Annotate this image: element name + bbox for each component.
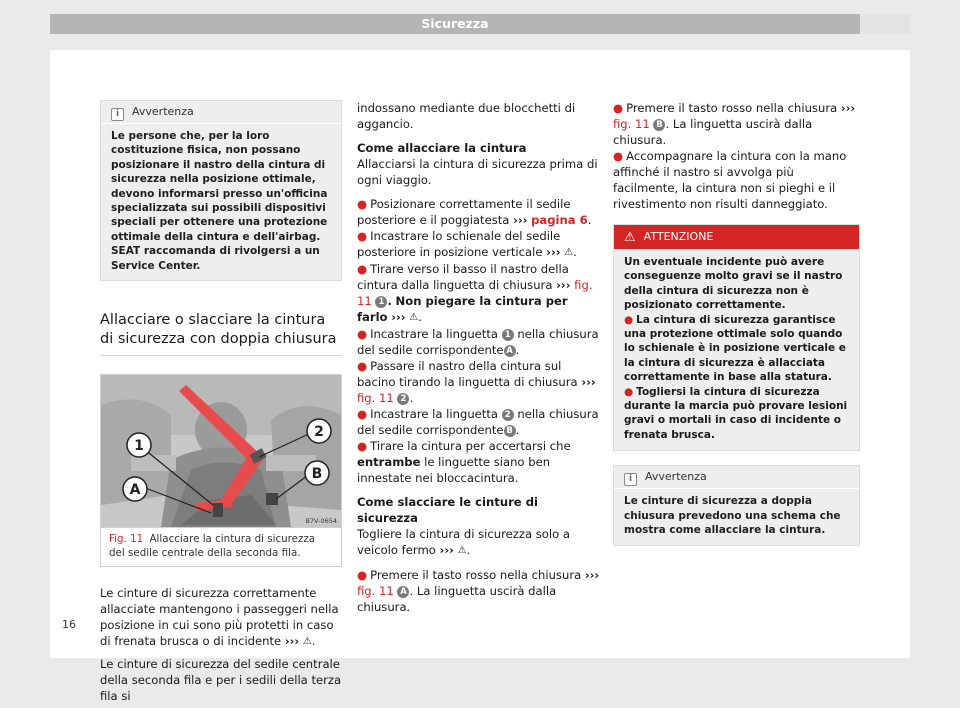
link-fig-11[interactable]: fig. 11: [357, 278, 593, 308]
figure-marker-a: A: [129, 482, 141, 499]
marker-2-icon: 2: [502, 409, 514, 421]
marker-1-icon: 1: [502, 329, 514, 341]
warning-header: ⚠ ATTENZIONE: [614, 225, 859, 249]
marker-a-icon: A: [504, 345, 516, 357]
link-fig-11[interactable]: fig. 11: [613, 117, 650, 131]
figure-caption-text: Allacciare la cintura di sicurezza del sedile centrale della seconda fila.: [109, 533, 316, 559]
figure-caption: [101, 527, 341, 566]
header-title: Sicurezza: [421, 16, 489, 31]
figure-marker-b: B: [311, 466, 323, 483]
info-icon: i: [111, 108, 124, 121]
header-accent: [860, 14, 910, 34]
warning-icon: ⚠: [457, 545, 467, 556]
paragraph: Le cinture di sicurezza correttamente allacciate mantengono i passeggeri nella posizione in cui sono più protetti in caso di frenata brusca o di incidente ››› ⚠.: [100, 586, 339, 649]
note-header: [101, 101, 341, 124]
column-left: [100, 100, 342, 704]
list-item: ● Togliersi la cintura di sicurezza durante la marcia può provare lesioni gravi o mortali in caso di incidente o frenata brusca.: [624, 385, 848, 441]
marker-b-icon: B: [653, 119, 665, 131]
note-title: Avvertenza: [645, 470, 707, 484]
warning-box: [613, 224, 860, 451]
warning-text: Un eventuale incidente può avere conseguenze molto gravi se il nastro della cintura di sicurezza non è posizionato correttamente. ● La cintura di sicurezza garantisce una protezione ottimale solo quando lo schienale è in posizione verticale e la cintura di sicurezza è allacciata correttamente in base alla statura. ● Togliersi la cintura di sicurezza durante la marcia può provare lesioni gravi o mortali in caso di incidente o frenata brusca.: [624, 256, 848, 441]
paragraph: Le cinture di sicurezza del sedile centrale della seconda fila e per i sedili della terza fila si: [100, 657, 342, 704]
warning-icon: ⚠: [564, 247, 574, 258]
link-fig-11[interactable]: fig. 11: [357, 584, 394, 598]
link-pagina-6[interactable]: pagina 6: [531, 213, 588, 227]
page-number: 16: [62, 618, 76, 631]
marker-a-icon: A: [397, 586, 409, 598]
marker-1-icon: 1: [375, 296, 387, 308]
seatbelt-illustration: [101, 375, 341, 527]
paragraph: Togliere la cintura di sicurezza solo a veicolo fermo ››› ⚠.: [357, 527, 570, 557]
list-item: ● Incastrare lo schienale del sedile posteriore in posizione verticale ››› ⚠.: [357, 229, 577, 259]
list-item: ● La cintura di sicurezza garantisce una protezione ottimale solo quando lo schienale è in posizione verticale e la cintura di sicurezza è allacciata correttamente in base alla statura.: [624, 313, 846, 384]
note-text: Le cinture di sicurezza a doppia chiusura prevedono una schema che mostra come allacciare la cintura.: [624, 495, 841, 537]
page-header: [50, 14, 860, 34]
subheading: Come slacciare le cinture di sicurezza: [357, 495, 538, 525]
paragraph: Allacciarsi la cintura di sicurezza prima di ogni viaggio.: [357, 157, 598, 187]
note-box: [100, 100, 342, 281]
paragraph: indossano mediante due blocchetti di aggancio.: [357, 101, 576, 131]
marker-2-icon: 2: [397, 393, 409, 405]
figure-marker-2: 2: [314, 424, 324, 441]
figure-code: B7V-0654: [305, 517, 337, 526]
list-item: ● Accompagnare la cintura con la mano affinché il nastro si avvolga più facilmente, la cintura non si pieghi e il rivestimento non risulti danneggiato.: [613, 149, 847, 211]
subheading: Come allacciare la cintura: [357, 141, 527, 155]
column-right: [613, 100, 860, 546]
list-item: ● Posizionare correttamente il sedile posteriore e il poggiatesta ››› pagina 6.: [357, 197, 592, 227]
marker-b-icon: B: [504, 425, 516, 437]
warning-triangle-icon: ⚠: [624, 230, 636, 245]
list-item: ● Incastrare la linguetta 1 nella chiusura del sedile corrispondente A .: [357, 327, 599, 357]
note-title: Avvertenza: [132, 105, 194, 118]
column-middle: [357, 100, 600, 615]
warning-icon: ⚠: [409, 312, 419, 323]
note-header: [614, 466, 859, 489]
list-item: ● Incastrare la linguetta 2 nella chiusura del sedile corrispondente B .: [357, 407, 599, 437]
list-item: ● Premere il tasto rosso nella chiusura ››› fig. 11 A . La linguetta uscirà dalla chiusura.: [357, 568, 600, 614]
info-icon: i: [624, 473, 637, 486]
list-item: ● Tirare la cintura per accertarsi che entrambe le linguette siano ben innestate nei bloccacintura.: [357, 439, 571, 485]
list-item: ● Premere il tasto rosso nella chiusura ››› fig. 11 B . La linguetta uscirà dalla chiusura.: [613, 101, 856, 147]
link-fig-11[interactable]: fig. 11: [357, 391, 394, 405]
section-title: Allacciare o slacciare la cintura di sicurezza con doppia chiusura: [100, 311, 342, 356]
note-box: [613, 465, 860, 545]
list-item: ● Passare il nastro della cintura sul bacino tirando la linguetta di chiusura ››› fig. 11 2 .: [357, 359, 596, 405]
figure-label: Fig. 11: [109, 533, 144, 546]
figure: [100, 374, 342, 567]
warning-icon: ⚠: [302, 636, 312, 648]
figure-marker-1: 1: [134, 438, 144, 455]
note-text: Le persone che, per la loro costituzione fisica, non possano posizionare il nastro della cintura di sicurezza nella posizione ottimale, devono informarsi presso un'officina specializzata sui possibili dispositivi speciali per ottenere una protezione ottimale della cintura e dell'airbag. SEAT raccomanda di rivolgersi a un Service Center.: [111, 130, 328, 272]
list-item: ● Tirare verso il basso il nastro della cintura dalla linguetta di chiusura ››› fig. 11 1 . Non piegare la cintura per farlo ››› ⚠.: [357, 262, 593, 324]
